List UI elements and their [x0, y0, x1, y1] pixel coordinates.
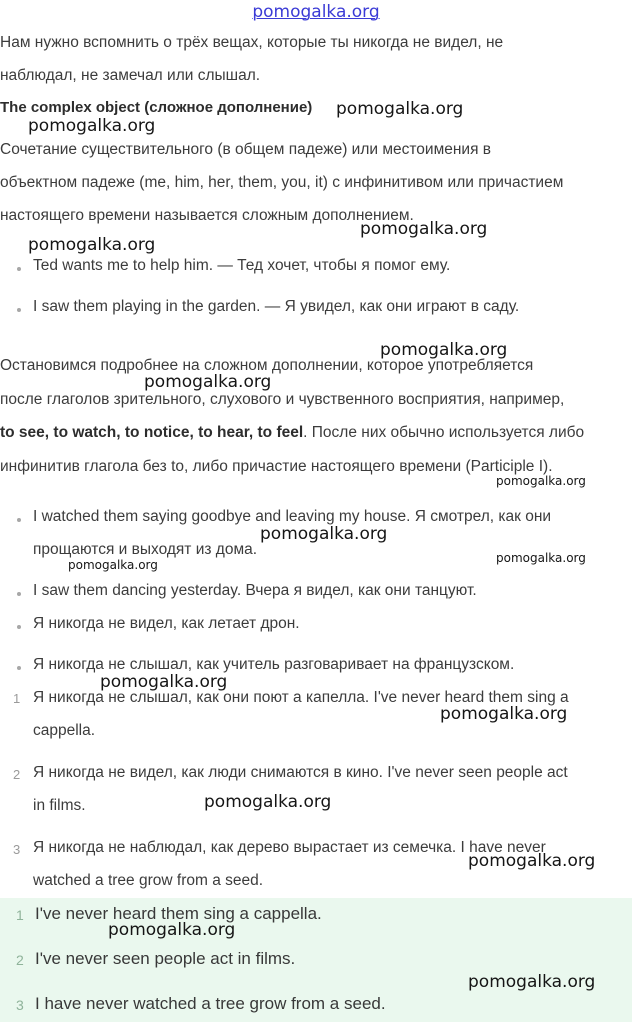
answer-text: I have never watched a tree grow from a seed.	[35, 994, 386, 1013]
definition-line-2: объектном падеже (me, him, her, them, you, it) с инфинитивом или причастием	[0, 174, 564, 191]
explanation-line-1: Остановимся подробнее на сложном дополнении, которое употребляется	[0, 357, 534, 374]
watermark: pomogalka.org	[28, 235, 156, 255]
intro-line-2: наблюдал, не замечал или слышал.	[0, 67, 261, 84]
bullet-icon	[17, 592, 21, 596]
definition-line-3: настоящего времени называется сложным дополнением.	[0, 207, 414, 224]
watermark: pomogalka.org	[68, 558, 158, 572]
example-item: Ted wants me to help him. — Тед хочет, чтобы я помог ему.	[33, 257, 451, 274]
task-number: 3	[13, 842, 21, 857]
bullet-icon	[17, 308, 21, 312]
answer-number: 1	[16, 907, 24, 923]
task-number: 2	[13, 767, 21, 782]
watermark: pomogalka.org	[496, 551, 586, 565]
example-item-cont: прощаются и выходят из дома.	[33, 541, 258, 558]
watermark: pomogalka.org	[496, 474, 586, 488]
watermark: pomogalka.org	[260, 524, 388, 544]
answer-text: I've never seen people act in films.	[35, 949, 296, 968]
task-line: Я никогда не наблюдал, как дерево вырастает из семечка. I have never	[33, 839, 546, 856]
example-item: I saw them dancing yesterday. Вчера я видел, как они танцуют.	[33, 582, 477, 599]
explanation-line-4: инфинитив глагола без to, либо причастие настоящего времени (Participle I).	[0, 458, 553, 475]
watermark: pomogalka.org	[440, 704, 568, 724]
intro-line-1: Нам нужно вспомнить о трёх вещах, которые ты никогда не видел, не	[0, 34, 504, 51]
bullet-icon	[17, 518, 21, 522]
task-line-cont: watched a tree grow from a seed.	[33, 872, 264, 889]
task-number: 1	[13, 691, 21, 706]
explanation-line-3-rest: . После них обычно используется либо	[303, 424, 585, 441]
task-line-cont: in films.	[33, 797, 86, 814]
watermark: pomogalka.org	[380, 340, 508, 360]
watermark: pomogalka.org	[360, 219, 488, 239]
example-item: I watched them saying goodbye and leaving my house. Я смотрел, как они	[33, 508, 552, 525]
answer-text: I've never heard them sing a cappella.	[35, 904, 322, 923]
definition-line-1: Сочетание существительного (в общем падеже) или местоимения в	[0, 141, 492, 158]
explanation-line-3	[0, 424, 584, 442]
task-line: Я никогда не видел, как люди снимаются в кино. I've never seen people act	[33, 764, 568, 781]
section-heading: The complex object (сложное дополнение)	[0, 99, 313, 116]
watermark: pomogalka.org	[108, 920, 236, 940]
example-item: Я никогда не слышал, как учитель разговаривает на французском.	[33, 656, 515, 673]
watermark: pomogalka.org	[28, 116, 156, 136]
task-line-cont: cappella.	[33, 722, 96, 739]
answer-number: 2	[16, 952, 24, 968]
bullet-icon	[17, 666, 21, 670]
example-item: Я никогда не видел, как летает дрон.	[33, 615, 300, 632]
site-header-link[interactable]: pomogalka.org	[252, 2, 380, 22]
watermark: pomogalka.org	[144, 372, 272, 392]
explanation-line-2: после глаголов зрительного, слухового и чувственного восприятия, например,	[0, 391, 565, 408]
watermark: pomogalka.org	[468, 851, 596, 871]
watermark: pomogalka.org	[336, 99, 464, 119]
bullet-icon	[17, 625, 21, 629]
answer-number: 3	[16, 997, 24, 1013]
perception-verbs: to see, to watch, to notice, to hear, to feel	[0, 424, 304, 441]
watermark: pomogalka.org	[100, 672, 228, 692]
watermark: pomogalka.org	[468, 972, 596, 992]
watermark: pomogalka.org	[204, 792, 332, 812]
task-line: Я никогда не слышал, как они поют а капелла. I've never heard them sing a	[33, 689, 569, 706]
example-item: I saw them playing in the garden. — Я увидел, как они играют в саду.	[33, 298, 520, 315]
bullet-icon	[17, 267, 21, 271]
